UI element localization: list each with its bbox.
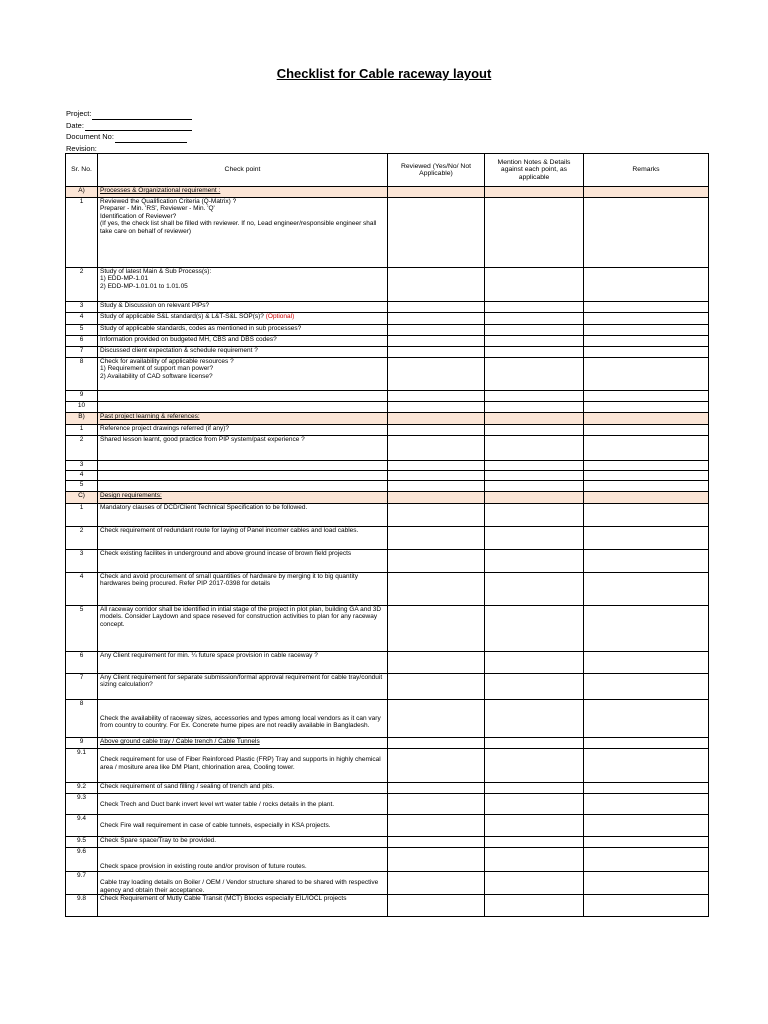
check-point-text: Check space provision in existing route and/or provison of future routes. [100,862,307,870]
check-point-cell [98,187,388,198]
remarks-cell[interactable] [584,815,709,837]
date-blank-line[interactable] [85,122,192,131]
reviewed-cell[interactable] [388,573,485,606]
remarks-cell[interactable] [584,471,709,481]
sr-no-cell: 8 [66,358,98,391]
check-point-cell [98,347,388,358]
table-row [66,573,709,606]
table-row [66,738,709,749]
table-row [66,794,709,815]
table-row [66,527,709,550]
date-field[interactable] [66,120,192,132]
remarks-cell[interactable] [584,347,709,358]
section-row [66,413,709,425]
table-row [66,481,709,492]
check-point-cell [98,700,388,738]
reviewed-cell[interactable] [388,700,485,738]
remarks-cell[interactable] [584,674,709,700]
table-row [66,606,709,652]
reviewed-cell[interactable] [388,471,485,481]
sr-no-cell: 9.3 [66,794,98,815]
table-row [66,198,709,268]
check-point-cell [98,425,388,436]
reviewed-cell[interactable] [388,848,485,872]
reviewed-cell[interactable] [388,674,485,700]
remarks-cell[interactable] [584,872,709,895]
notes-cell[interactable] [485,481,584,492]
notes-cell[interactable] [485,872,584,895]
check-point-text: Reference project drawings referred (if any)? [100,425,229,432]
check-point-text: Check Trech and Duct bank invert level wrt water table / rocks details in the plant. [100,801,335,809]
table-row [66,872,709,895]
table-row [66,848,709,872]
sr-no-cell: 9.7 [66,872,98,895]
check-point-cell [98,895,388,917]
sr-no-cell: 6 [66,652,98,674]
check-point-text: Design requirements: [100,492,162,499]
notes-cell[interactable] [485,527,584,550]
sr-no-cell: 3 [66,550,98,573]
table-row [66,302,709,313]
remarks-cell[interactable] [584,783,709,794]
notes-cell[interactable] [485,895,584,917]
sr-no-cell: 8 [66,700,98,738]
check-point-text: Mandatory clauses of DCD/Client Technical Specification to be followed. [100,504,308,511]
reviewed-cell[interactable] [388,815,485,837]
check-point-text: Check existing facilites in underground and above ground incase of brown field projects [100,550,352,557]
remarks-cell[interactable] [584,187,709,198]
remarks-cell[interactable] [584,492,709,504]
table-row [66,358,709,391]
remarks-cell[interactable] [584,313,709,325]
sr-no-cell: 3 [66,302,98,313]
reviewed-cell[interactable] [388,481,485,492]
notes-cell[interactable] [485,436,584,461]
check-point-text: Check and avoid procurement of small quantities of hardware by merging it to big quantity hardwares being procured. Refer PIP 2017-0398 for details [100,573,358,588]
sr-no-cell: 2 [66,436,98,461]
reviewed-cell[interactable] [388,527,485,550]
check-point-text: Study & Discussion on relevant PIPs? [100,302,210,309]
notes-cell[interactable] [485,606,584,652]
notes-cell[interactable] [485,313,584,325]
notes-cell[interactable] [485,504,584,527]
table-row [66,652,709,674]
reviewed-cell[interactable] [388,738,485,749]
check-point-cell [98,674,388,700]
check-point-text: Information provided on budgeted MH, CBS and DBS codes? [100,336,277,343]
sr-no-cell: 9.6 [66,848,98,872]
notes-cell[interactable] [485,402,584,413]
sr-no-cell: A) [66,187,98,198]
reviewed-cell[interactable] [388,837,485,848]
reviewed-cell[interactable] [388,606,485,652]
check-point-text: Processes & Organizational requirement : [100,187,221,194]
table-row [66,674,709,700]
reviewed-cell[interactable] [388,504,485,527]
sr-no-cell: 10 [66,402,98,413]
check-point-cell [98,436,388,461]
notes-cell[interactable] [485,471,584,481]
check-point-text: Any Client requirement for min. ¼ future space provision in cable raceway ? [100,652,318,659]
section-row [66,187,709,198]
sr-no-cell: 5 [66,481,98,492]
check-point-cell [98,848,388,872]
check-point-cell [98,550,388,573]
check-point-cell [98,268,388,302]
check-point-cell [98,313,388,325]
check-point-text: Check Fire wall requirement in case of cable tunnels, especially in KSA projects. [100,822,331,830]
table-row [66,436,709,461]
check-point-cell [98,481,388,492]
notes-cell[interactable] [485,573,584,606]
table-row [66,402,709,413]
check-point-cell [98,749,388,783]
notes-cell[interactable] [485,848,584,872]
check-point-text: Study of applicable standards, codes as mentioned in sub processes? [100,325,302,332]
check-point-text: Discussed client expectation & schedule requirement ? [100,347,258,354]
sr-no-cell: 2 [66,268,98,302]
remarks-cell[interactable] [584,606,709,652]
reviewed-cell[interactable] [388,425,485,436]
notes-cell[interactable] [485,268,584,302]
reviewed-cell[interactable] [388,783,485,794]
check-point-text: Study of latest Main & Sub Process(s): 1) EDD-MP-1.01 2) EDD-MP-1.01.01 to 1.01.05 [100,268,212,290]
check-point-text: All raceway corridor shall be identified in intial stage of the project in plot plan, building GA and 3D models. Consider Laydown and space reseved for construction activities to plan for any raceway concept. [100,606,382,628]
check-point-text: Cable tray loading details on Boiler / OEM / Vendor structure shared to be shared with respective agency and obtain their acceptance. [100,879,379,894]
check-point-text: Check the availability of raceway sizes, accessories and types among local vendors as it can vary from country to country. For Ex. Concrete hume pipes are not readily available in Bangladesh. [100,714,381,730]
notes-cell[interactable] [485,738,584,749]
sr-no-header: Sr. No. [66,154,98,187]
document-meta [66,108,192,154]
notes-cell[interactable] [485,837,584,848]
check-point-cell [98,573,388,606]
notes-cell[interactable] [485,187,584,198]
sr-no-cell: 4 [66,313,98,325]
reviewed-cell[interactable] [388,436,485,461]
notes-cell[interactable] [485,674,584,700]
table-row [66,504,709,527]
sr-no-cell: 7 [66,674,98,700]
remarks-cell[interactable] [584,848,709,872]
remarks-cell[interactable] [584,504,709,527]
project-label: Project: [66,109,92,118]
remarks-cell[interactable] [584,794,709,815]
check-point-cell [98,402,388,413]
reviewed-cell[interactable] [388,187,485,198]
sr-no-cell: 9.1 [66,749,98,783]
reviewed-cell[interactable] [388,461,485,471]
remarks-cell[interactable] [584,837,709,848]
reviewed-cell[interactable] [388,652,485,674]
check-point-cell [98,606,388,652]
remarks-cell[interactable] [584,325,709,336]
check-point-cell [98,652,388,674]
check-point-text: Shared lesson learnt, good practice from PIP system/past experience ? [100,436,305,443]
reviewed-cell[interactable] [388,895,485,917]
table-row [66,471,709,481]
notes-cell[interactable] [485,700,584,738]
notes-cell[interactable] [485,652,584,674]
reviewed-cell[interactable] [388,391,485,402]
check-point-text: Check requirement of sand filling / sealing of trench and pits. [100,783,275,790]
reviewed-cell[interactable] [388,794,485,815]
check-point-cell [98,302,388,313]
notes-cell[interactable] [485,783,584,794]
remarks-cell[interactable] [584,481,709,492]
remarks-cell[interactable] [584,738,709,749]
remarks-header: Remarks [584,154,709,187]
checklist-body [66,187,709,917]
document-no-field[interactable] [66,131,192,143]
notes-cell[interactable] [485,794,584,815]
reviewed-cell[interactable] [388,347,485,358]
table-row [66,783,709,794]
reviewed-cell[interactable] [388,492,485,504]
project-blank-line[interactable] [92,111,192,120]
check-point-cell [98,872,388,895]
section-row [66,492,709,504]
sr-no-cell: 5 [66,325,98,336]
remarks-cell[interactable] [584,461,709,471]
remarks-cell[interactable] [584,268,709,302]
notes-header: Mention Notes & Details against each point, as applicable [485,154,584,187]
notes-cell[interactable] [485,302,584,313]
sr-no-cell: 9.4 [66,815,98,837]
check-point-text: Above ground cable tray / Cable trench / Cable Tunnels [100,738,260,745]
sr-no-cell: 4 [66,471,98,481]
check-point-cell [98,198,388,268]
check-point-text: Check requirement of redundant route for laying of Panel incomer cables and load cables. [100,527,359,534]
remarks-cell[interactable] [584,402,709,413]
table-row [66,749,709,783]
sr-no-cell: 5 [66,606,98,652]
reviewed-cell[interactable] [388,313,485,325]
remarks-cell[interactable] [584,550,709,573]
table-row [66,313,709,325]
notes-cell[interactable] [485,492,584,504]
notes-cell[interactable] [485,425,584,436]
check-point-cell [98,738,388,749]
sr-no-cell: C) [66,492,98,504]
remarks-cell[interactable] [584,391,709,402]
reviewed-cell[interactable] [388,402,485,413]
reviewed-cell[interactable] [388,268,485,302]
notes-cell[interactable] [485,198,584,268]
table-row [66,325,709,336]
sr-no-cell: 1 [66,504,98,527]
check-point-header: Check point [98,154,388,187]
check-point-cell [98,837,388,848]
remarks-cell[interactable] [584,652,709,674]
sr-no-cell: B) [66,413,98,425]
check-point-text: Check requirement for use of Fiber Reinforced Plastic (FRP) Tray and supports in highly chemical area / mositure area like DM Plant, chlorination area, Cooling tower. [100,756,381,771]
sr-no-cell: 2 [66,527,98,550]
reviewed-cell[interactable] [388,358,485,391]
sr-no-cell: 3 [66,461,98,471]
sr-no-cell: 7 [66,347,98,358]
notes-cell[interactable] [485,461,584,471]
notes-cell[interactable] [485,347,584,358]
check-point-cell [98,783,388,794]
check-point-cell [98,461,388,471]
check-point-text: Check Spare space/Tray to be provided. [100,837,217,844]
check-point-cell [98,358,388,391]
check-point-cell [98,413,388,425]
reviewed-cell[interactable] [388,336,485,347]
document-no-label: Document No: [66,132,114,141]
table-header-row [66,154,709,187]
reviewed-cell[interactable] [388,749,485,783]
check-point-cell [98,391,388,402]
remarks-cell[interactable] [584,302,709,313]
check-point-cell [98,527,388,550]
notes-cell[interactable] [485,336,584,347]
notes-cell[interactable] [485,358,584,391]
document-title: Checklist for Cable raceway layout [276,66,492,81]
sr-no-cell: 9 [66,391,98,402]
reviewed-cell[interactable] [388,872,485,895]
table-row [66,895,709,917]
remarks-cell[interactable] [584,413,709,425]
sr-no-cell: 9.5 [66,837,98,848]
table-row [66,837,709,848]
remarks-cell[interactable] [584,198,709,268]
check-point-cell [98,336,388,347]
table-row [66,391,709,402]
table-row [66,700,709,738]
remarks-cell[interactable] [584,425,709,436]
check-point-cell [98,504,388,527]
check-point-text: Reviewed the Qualification Criteria (Q-Matrix) ? Preparer - Min. 'RS', Reviewer - Min. 'Q' Identification of Reviewer? (If yes, the check list shall be filled with reviewer. If no, Lead engineer/responsible engineer shall take care on behalf of reviewer) [100,198,377,235]
remarks-cell[interactable] [584,436,709,461]
notes-cell[interactable] [485,325,584,336]
table-row [66,336,709,347]
remarks-cell[interactable] [584,749,709,783]
table-row [66,461,709,471]
table-row [66,347,709,358]
check-point-text: Study of applicable S&L standard(s) & L&T-S&L SOP(s)? [100,313,266,320]
sr-no-cell: 9 [66,738,98,749]
reviewed-cell[interactable] [388,325,485,336]
date-label: Date: [66,120,84,130]
sr-no-cell: 4 [66,573,98,606]
document-no-blank-line[interactable] [115,134,187,143]
reviewed-cell[interactable] [388,198,485,268]
notes-cell[interactable] [485,550,584,573]
notes-cell[interactable] [485,815,584,837]
remarks-cell[interactable] [584,573,709,606]
check-point-cell [98,815,388,837]
check-point-text: Check for availability of applicable resources ? 1) Requirement of support man power? 2) Availability of CAD software license? [100,358,234,380]
sr-no-cell: 9.8 [66,895,98,917]
check-point-cell [98,794,388,815]
remarks-cell[interactable] [584,336,709,347]
project-field[interactable] [66,108,192,120]
table-row [66,268,709,302]
remarks-cell[interactable] [584,700,709,738]
notes-cell[interactable] [485,391,584,402]
check-point-text: Past project learning & references: [100,413,200,420]
check-point-text: Any Client requirement for separate submission/formal approval requirement for cable tray/conduit sizing calculation? [100,674,383,689]
remarks-cell[interactable] [584,527,709,550]
check-point-cell [98,325,388,336]
check-point-text: Check Requirement of Mutly Cable Transit (MCT) Blocks especially EIL/IOCL projects [100,895,347,903]
remarks-cell[interactable] [584,895,709,917]
optional-tag: (Optional) [265,313,295,320]
table-row [66,550,709,573]
reviewed-cell[interactable] [388,413,485,425]
revision-label: Revision: [66,143,97,153]
table-row [66,425,709,436]
sr-no-cell: 1 [66,198,98,268]
checklist-table [65,153,709,917]
check-point-cell [98,471,388,481]
sr-no-cell: 9.2 [66,783,98,794]
check-point-cell [98,492,388,504]
table-row [66,815,709,837]
reviewed-cell[interactable] [388,550,485,573]
reviewed-header: Reviewed (Yes/No/ Not Applicable) [388,154,485,187]
notes-cell[interactable] [485,749,584,783]
sr-no-cell: 6 [66,336,98,347]
sr-no-cell: 1 [66,425,98,436]
reviewed-cell[interactable] [388,302,485,313]
notes-cell[interactable] [485,413,584,425]
remarks-cell[interactable] [584,358,709,391]
